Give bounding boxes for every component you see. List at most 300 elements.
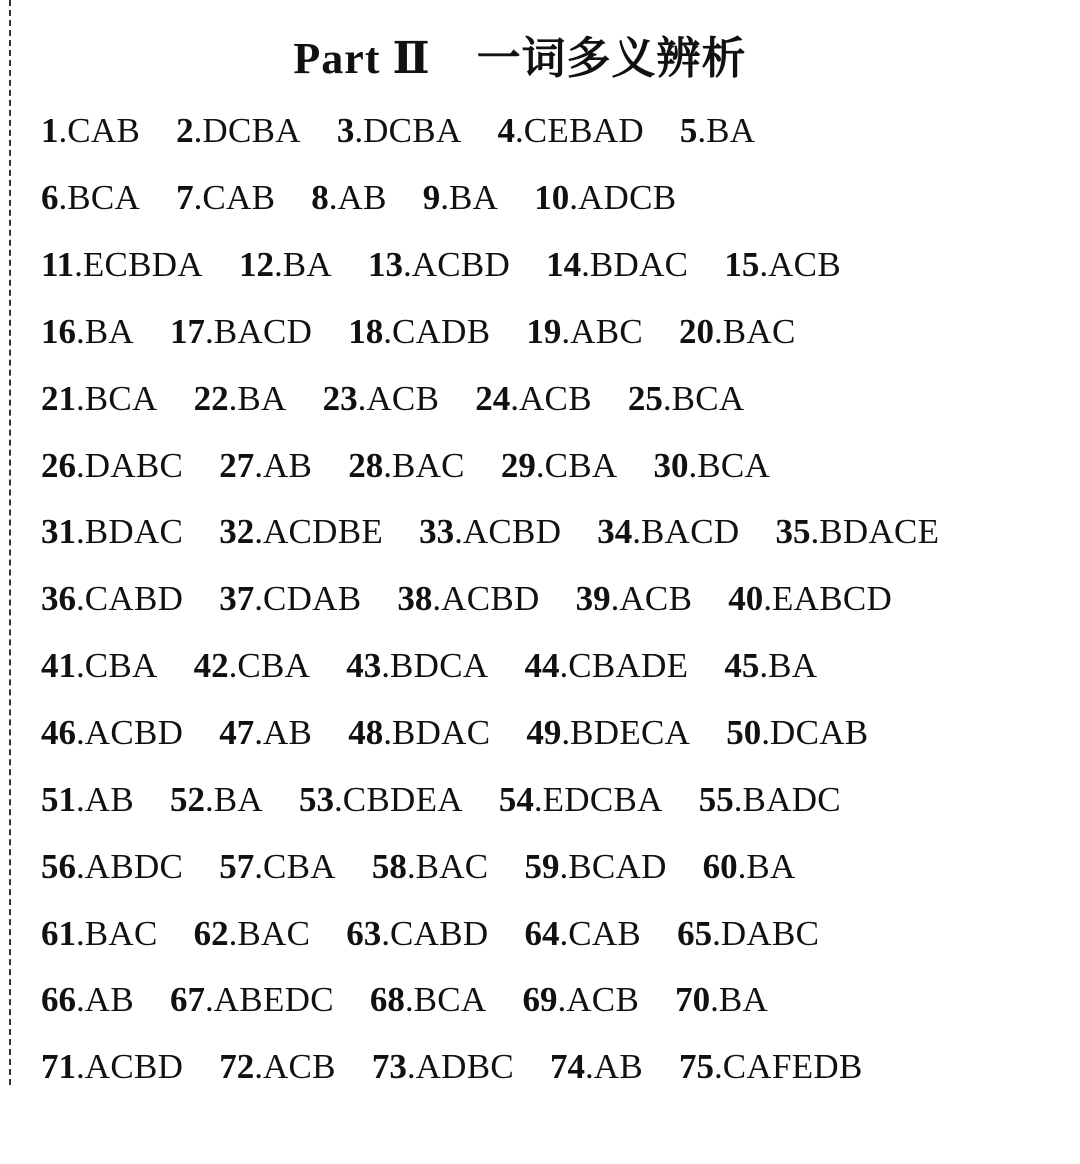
answer-letters: BA: [237, 378, 287, 418]
answer-letters: BCAD: [568, 846, 667, 886]
separator-dot: .: [333, 779, 343, 819]
separator-dot: .: [761, 713, 771, 753]
separator-dot: .: [383, 713, 392, 753]
separator-dot: .: [228, 646, 238, 686]
separator-dot: .: [561, 311, 571, 351]
separator-dot: .: [381, 646, 390, 686]
question-number: 63: [346, 913, 382, 953]
separator-dot: .: [204, 311, 214, 351]
answer-item: [677, 914, 819, 954]
answer-item: [628, 379, 745, 419]
answer-letters: ACBD: [441, 579, 540, 619]
separator-dot: .: [204, 779, 214, 819]
answer-letters: CEBAD: [523, 111, 644, 151]
answer-item: [41, 713, 183, 753]
answer-letters: ECBDA: [82, 245, 203, 285]
question-number: 66: [41, 980, 76, 1020]
separator-dot: .: [354, 111, 364, 151]
answer-item: [348, 713, 490, 753]
separator-dot: .: [254, 846, 263, 886]
answer-letters: BAC: [237, 913, 311, 953]
answer-item: [239, 245, 332, 285]
question-number: 45: [724, 646, 760, 686]
question-number: 15: [724, 245, 760, 285]
question-number: 48: [348, 713, 384, 753]
separator-dot: .: [533, 779, 543, 819]
answer-item: [724, 245, 841, 285]
answer-item: [728, 579, 892, 619]
answer-letters: ACB: [768, 245, 841, 285]
answer-item: [419, 512, 561, 552]
answer-letters: BA: [746, 846, 796, 886]
answer-item: [194, 646, 311, 686]
question-number: 4: [497, 111, 516, 151]
answer-letters: BA: [84, 311, 134, 351]
separator-dot: .: [557, 980, 567, 1020]
answer-letters: EDCBA: [542, 779, 663, 819]
answer-letters: DCBA: [202, 111, 301, 151]
answer-item: [194, 379, 287, 419]
answer-item: [576, 579, 693, 619]
question-number: 26: [41, 445, 76, 485]
question-number: 58: [371, 846, 407, 886]
question-number: 54: [498, 779, 534, 819]
question-number: 31: [41, 512, 76, 552]
answer-item: [372, 1047, 514, 1087]
separator-dot: .: [58, 111, 68, 151]
answer-item: [176, 178, 275, 218]
separator-dot: .: [228, 913, 238, 953]
answer-letters: ACB: [619, 579, 693, 619]
answer-letters: ACBD: [84, 713, 184, 753]
question-number: 22: [193, 378, 229, 418]
answer-item: [219, 1047, 336, 1087]
separator-dot: .: [273, 245, 283, 285]
answer-row: [41, 165, 1061, 232]
answer-letters: BDAC: [391, 713, 491, 753]
answer-letters: AB: [262, 445, 313, 485]
separator-dot: .: [328, 178, 338, 218]
question-number: 42: [193, 646, 229, 686]
answer-letters: CBADE: [568, 646, 689, 686]
answer-letters: EABCD: [771, 579, 893, 619]
question-number: 13: [367, 245, 403, 285]
question-number: 18: [348, 311, 384, 351]
answer-letters: CBA: [262, 846, 336, 886]
separator-dot: .: [76, 713, 85, 753]
question-number: 34: [597, 512, 633, 552]
separator-dot: .: [569, 178, 578, 218]
separator-dot: .: [688, 445, 698, 485]
answer-letters: ACBD: [84, 1047, 184, 1087]
answer-row: [41, 499, 1061, 566]
answer-item: [397, 579, 539, 619]
answer-item: [524, 646, 688, 686]
separator-dot: .: [714, 311, 723, 351]
separator-dot: .: [737, 846, 747, 886]
separator-dot: .: [662, 378, 672, 418]
question-number: 49: [526, 713, 562, 753]
answer-letters: CABD: [84, 579, 184, 619]
answer-row: [41, 967, 1061, 1034]
answer-letters: BDACE: [819, 512, 940, 552]
separator-dot: .: [406, 1047, 416, 1087]
question-number: 35: [775, 512, 811, 552]
question-number: 71: [41, 1047, 76, 1087]
question-number: 17: [169, 311, 205, 351]
answer-list: [41, 98, 1061, 1101]
question-number: 40: [728, 579, 764, 619]
separator-dot: .: [254, 1047, 263, 1087]
separator-dot: .: [559, 913, 569, 953]
separator-dot: .: [610, 579, 620, 619]
answer-letters: AB: [84, 980, 134, 1020]
answer-item: [348, 446, 465, 486]
answer-row: [41, 766, 1061, 833]
question-number: 73: [371, 1047, 407, 1087]
question-number: 53: [298, 779, 334, 819]
question-number: 7: [176, 178, 194, 218]
answer-letters: ABEDC: [213, 980, 334, 1020]
answer-item: [498, 111, 644, 151]
separator-dot: .: [76, 1047, 85, 1087]
separator-dot: .: [357, 378, 367, 418]
separator-dot: .: [515, 111, 524, 151]
answer-letters: BCA: [67, 178, 141, 218]
answer-item: [680, 111, 755, 151]
question-number: 50: [726, 713, 762, 753]
answer-item: [41, 111, 140, 151]
separator-dot: .: [193, 111, 203, 151]
question-number: 60: [702, 846, 738, 886]
answer-letters: CAFEDB: [722, 1047, 863, 1087]
separator-dot: .: [510, 378, 519, 418]
answer-letters: BA: [448, 178, 499, 218]
answer-letters: BA: [718, 980, 769, 1020]
answer-item: [170, 780, 263, 820]
answer-item: [219, 713, 312, 753]
question-number: 25: [627, 378, 663, 418]
answer-item: [41, 1047, 183, 1087]
separator-dot: .: [254, 512, 263, 552]
answer-letters: CDAB: [262, 579, 362, 619]
answer-letters: ACB: [566, 980, 640, 1020]
answer-letters: CBA: [544, 445, 618, 485]
answer-item: [526, 713, 690, 753]
answer-letters: BADC: [742, 779, 841, 819]
separator-dot: .: [254, 445, 263, 485]
answer-letters: CBA: [84, 646, 158, 686]
separator-dot: .: [204, 980, 214, 1020]
question-number: 65: [677, 913, 713, 953]
answer-item: [41, 312, 134, 352]
separator-dot: .: [535, 445, 545, 485]
answer-item: [41, 579, 183, 619]
question-number: 57: [219, 846, 255, 886]
answer-letters: DABC: [84, 445, 184, 485]
separator-dot: .: [381, 913, 390, 953]
answer-letters: BDAC: [589, 245, 689, 285]
separator-dot: .: [810, 512, 820, 552]
separator-dot: .: [254, 579, 263, 619]
answer-letters: BCA: [84, 378, 158, 418]
answer-letters: ADCB: [577, 178, 677, 218]
answer-item: [41, 446, 183, 486]
separator-dot: .: [254, 713, 263, 753]
answer-item: [219, 579, 361, 619]
answer-letters: AB: [337, 178, 387, 218]
answer-letters: BAC: [722, 311, 796, 351]
question-number: 30: [653, 445, 689, 485]
answer-letters: BDCA: [390, 646, 489, 686]
separator-dot: .: [759, 646, 769, 686]
answer-row: [41, 1034, 1061, 1101]
answer-letters: CABD: [390, 913, 489, 953]
binding-margin-line: [9, 0, 11, 1085]
separator-dot: .: [759, 245, 769, 285]
separator-dot: .: [712, 913, 721, 953]
separator-dot: .: [406, 846, 416, 886]
separator-dot: .: [404, 980, 414, 1020]
answer-letters: DCAB: [770, 713, 869, 753]
answer-row: [41, 566, 1061, 633]
answer-item: [653, 446, 770, 486]
answer-item: [370, 980, 487, 1020]
question-number: 74: [550, 1047, 586, 1087]
answer-letters: BAC: [391, 445, 465, 485]
separator-dot: .: [440, 178, 449, 218]
question-number: 5: [679, 111, 698, 151]
answer-item: [501, 446, 618, 486]
answer-item: [41, 847, 183, 887]
answer-item: [546, 245, 688, 285]
question-number: 33: [419, 512, 455, 552]
separator-dot: .: [402, 245, 412, 285]
answer-letters: BA: [213, 779, 263, 819]
question-number: 55: [698, 779, 734, 819]
answer-row: [41, 299, 1061, 366]
answer-letters: ABDC: [84, 846, 184, 886]
answer-letters: CAB: [202, 178, 276, 218]
answer-item: [346, 914, 488, 954]
question-number: 41: [41, 646, 76, 686]
answer-letters: CBDEA: [342, 779, 463, 819]
separator-dot: .: [710, 980, 719, 1020]
separator-dot: .: [76, 311, 85, 351]
separator-dot: .: [581, 245, 590, 285]
question-number: 16: [41, 311, 76, 351]
answer-letters: BAC: [415, 846, 489, 886]
answer-item: [41, 379, 158, 419]
answer-row: [41, 700, 1061, 767]
answer-letters: CADB: [391, 311, 491, 351]
answer-letters: BCA: [671, 378, 745, 418]
separator-dot: .: [228, 378, 238, 418]
answer-letters: BCA: [413, 980, 487, 1020]
separator-dot: .: [76, 980, 85, 1020]
answer-item: [372, 847, 489, 887]
question-number: 69: [522, 980, 558, 1020]
separator-dot: .: [697, 111, 707, 151]
answer-item: [499, 780, 663, 820]
question-number: 38: [397, 579, 433, 619]
answer-letters: BACD: [213, 311, 313, 351]
answer-item: [176, 111, 301, 151]
answer-item: [299, 780, 463, 820]
answer-item: [41, 980, 134, 1020]
answer-item: [726, 713, 868, 753]
separator-dot: .: [193, 178, 203, 218]
separator-dot: .: [632, 512, 642, 552]
separator-dot: .: [76, 646, 85, 686]
question-number: 52: [169, 779, 205, 819]
question-number: 9: [422, 178, 441, 218]
answer-item: [346, 646, 488, 686]
answer-item: [703, 847, 796, 887]
question-number: 29: [500, 445, 536, 485]
answer-item: [219, 446, 312, 486]
answer-item: [475, 379, 592, 419]
answer-item: [526, 312, 643, 352]
answer-letters: ACBD: [411, 245, 511, 285]
separator-dot: .: [76, 445, 85, 485]
question-number: 56: [41, 846, 76, 886]
question-number: 37: [219, 579, 255, 619]
answer-row: [41, 232, 1061, 299]
question-number: 70: [675, 980, 711, 1020]
answer-item: [524, 847, 666, 887]
question-number: 61: [41, 913, 76, 953]
separator-dot: .: [559, 846, 569, 886]
separator-dot: .: [763, 579, 772, 619]
answer-item: [597, 512, 739, 552]
question-number: 2: [176, 111, 194, 151]
question-number: 3: [336, 111, 355, 151]
answer-item: [775, 512, 939, 552]
separator-dot: .: [76, 512, 85, 552]
answer-item: [41, 178, 140, 218]
question-number: 6: [41, 178, 59, 218]
question-number: 64: [524, 913, 560, 953]
answer-item: [311, 178, 386, 218]
answer-letters: ABC: [570, 311, 644, 351]
question-number: 11: [41, 245, 75, 285]
answer-item: [675, 980, 768, 1020]
question-number: 1: [41, 111, 59, 151]
answer-item: [679, 312, 796, 352]
separator-dot: .: [76, 846, 85, 886]
answer-letters: ACDBE: [262, 512, 384, 552]
answer-letters: ADBC: [415, 1047, 515, 1087]
separator-dot: .: [76, 378, 85, 418]
question-number: 62: [193, 913, 229, 953]
answer-item: [724, 646, 817, 686]
answer-letters: BDAC: [84, 512, 184, 552]
answer-item: [550, 1047, 643, 1087]
answer-letters: DCBA: [363, 111, 462, 151]
answer-item: [348, 312, 490, 352]
question-number: 67: [169, 980, 205, 1020]
question-number: 44: [524, 646, 560, 686]
answer-item: [41, 646, 158, 686]
question-number: 72: [219, 1047, 255, 1087]
separator-dot: .: [585, 1047, 594, 1087]
answer-item: [219, 847, 336, 887]
separator-dot: .: [454, 512, 463, 552]
answer-letters: BDECA: [570, 713, 691, 753]
question-number: 14: [546, 245, 582, 285]
answer-item: [41, 512, 183, 552]
separator-dot: .: [714, 1047, 723, 1087]
question-number: 21: [41, 378, 76, 418]
answer-letters: BACD: [641, 512, 740, 552]
answer-row: [41, 833, 1061, 900]
separator-dot: .: [76, 913, 85, 953]
answer-item: [41, 780, 134, 820]
separator-dot: .: [76, 579, 85, 619]
answer-row: [41, 365, 1061, 432]
answer-letters: CAB: [67, 111, 141, 151]
answer-item: [170, 312, 312, 352]
separator-dot: .: [559, 646, 569, 686]
answer-item: [323, 379, 440, 419]
separator-dot: .: [733, 779, 743, 819]
answer-item: [524, 914, 641, 954]
question-number: 10: [534, 178, 570, 218]
question-number: 32: [219, 512, 255, 552]
separator-dot: .: [383, 311, 392, 351]
question-number: 47: [219, 713, 255, 753]
question-number: 24: [475, 378, 511, 418]
question-number: 46: [41, 713, 76, 753]
answer-row: [41, 900, 1061, 967]
answer-letters: CAB: [568, 913, 642, 953]
answer-item: [534, 178, 676, 218]
answer-letters: ACB: [518, 378, 592, 418]
question-number: 23: [322, 378, 358, 418]
answer-item: [41, 245, 203, 285]
separator-dot: .: [383, 445, 392, 485]
answer-letters: BA: [768, 646, 818, 686]
separator-dot: .: [561, 713, 571, 753]
answer-letters: BCA: [697, 445, 771, 485]
separator-dot: .: [74, 245, 83, 285]
question-number: 68: [369, 980, 405, 1020]
answer-item: [522, 980, 639, 1020]
answer-item: [219, 512, 383, 552]
answer-letters: BA: [706, 111, 756, 151]
title-text: 一词多义辨析: [476, 33, 747, 84]
answer-item: [194, 914, 311, 954]
answer-letters: AB: [262, 713, 313, 753]
separator-dot: .: [76, 779, 85, 819]
answer-letters: ACB: [366, 378, 440, 418]
answer-item: [337, 111, 462, 151]
answer-row: [41, 98, 1061, 165]
question-number: 28: [348, 445, 384, 485]
question-number: 19: [526, 311, 562, 351]
question-number: 39: [575, 579, 611, 619]
answer-item: [170, 980, 334, 1020]
question-number: 51: [41, 779, 76, 819]
question-number: 8: [311, 178, 329, 218]
separator-dot: .: [432, 579, 442, 619]
answer-letters: CBA: [237, 646, 311, 686]
answer-row: [41, 432, 1061, 499]
question-number: 43: [346, 646, 382, 686]
question-number: 20: [679, 311, 715, 351]
answer-letters: AB: [593, 1047, 644, 1087]
